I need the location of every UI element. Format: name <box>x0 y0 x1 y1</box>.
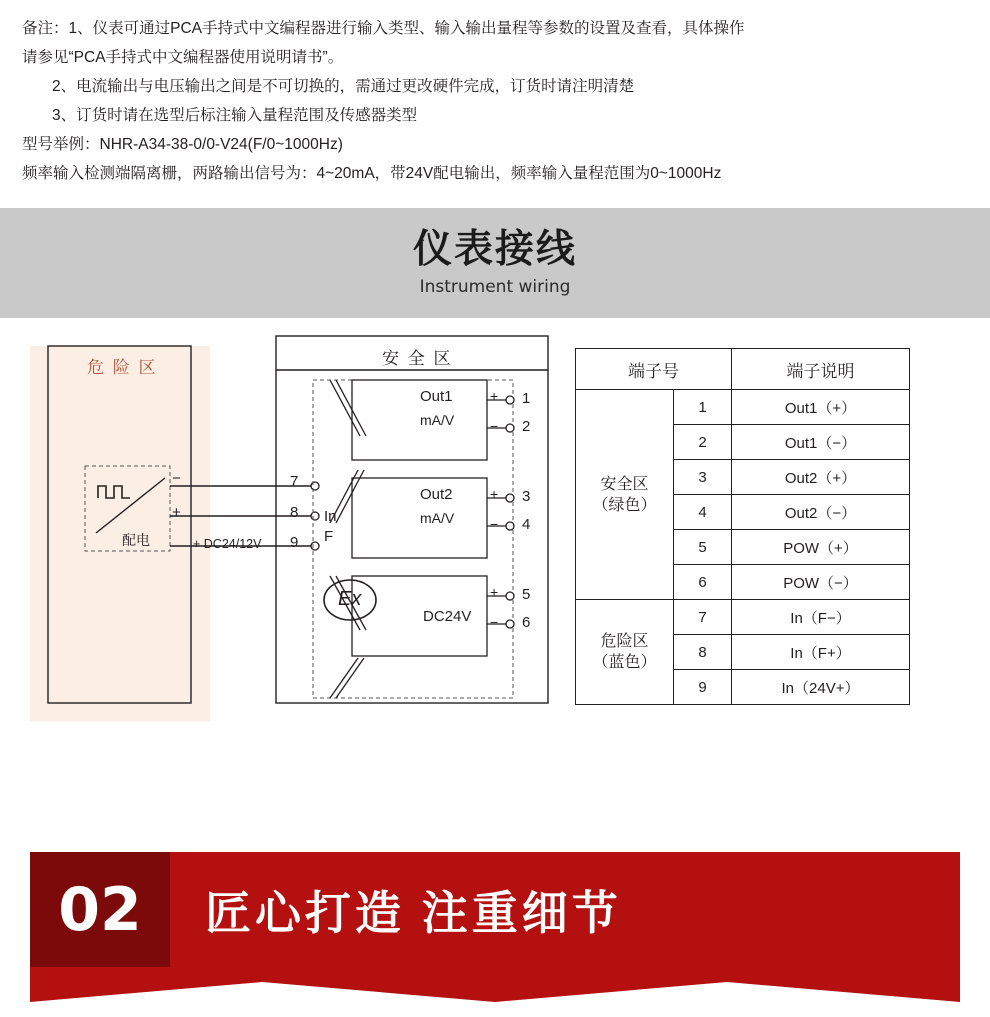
row-no: 6 <box>674 565 732 600</box>
note-line-1: 备注：1、仪表可通过PCA手持式中文编程器进行输入类型、输入输出量程等参数的设置及查看，具体操作 <box>22 20 745 37</box>
pin-dot-6 <box>506 620 514 628</box>
wiring-diagram <box>0 318 990 738</box>
table-header-desc: 端子说明 <box>732 349 910 390</box>
wire-minus-label: − <box>172 470 181 487</box>
pin4-sign: − <box>490 516 499 532</box>
banner-title: 匠心打造 注重细节 <box>205 886 622 939</box>
row-desc: Out2（+） <box>732 460 910 495</box>
pin-number-1: 1 <box>522 390 531 407</box>
zone-hazard-line2: （蓝色） <box>592 654 657 671</box>
isolation-line-4 <box>336 470 364 523</box>
pin-dot-4 <box>506 522 514 530</box>
terminal-dot-8 <box>311 512 319 520</box>
pin-dot-3 <box>506 494 514 502</box>
pin-number-6: 6 <box>522 614 531 631</box>
row-desc: Out2（−） <box>732 495 910 530</box>
note-line-5: 型号举例：NHR-A34-38-0/0-V24(F/0~1000Hz) <box>22 136 343 153</box>
note-line-2: 请参见“PCA手持式中文编程器使用说明请书”。 <box>22 49 344 66</box>
ex-symbol-text: Ex <box>338 588 362 610</box>
dc-supply-label: + DC24/12V <box>193 537 262 551</box>
zone-cell-hazard <box>576 600 674 705</box>
power-supply-label: 配电 <box>122 532 150 548</box>
row-no: 4 <box>674 495 732 530</box>
out1-label: Out1 <box>420 388 453 405</box>
pin5-sign: + <box>490 584 499 600</box>
table-row <box>576 390 910 425</box>
row-no: 7 <box>674 600 732 635</box>
table-row <box>576 600 910 635</box>
input-label-in: In <box>324 508 337 525</box>
row-no: 3 <box>674 460 732 495</box>
hazard-zone-label: 危 险 区 <box>87 358 158 377</box>
hazard-zone-fill <box>30 346 210 721</box>
row-desc: In（F+） <box>732 635 910 670</box>
table-header-no: 端子号 <box>576 349 732 390</box>
banner-tail-right <box>495 967 960 1002</box>
pin3-sign: + <box>490 486 499 502</box>
wire-plus-label: + <box>172 504 181 521</box>
terminal-dot-9 <box>311 542 319 550</box>
out1-unit-label: mA/V <box>420 412 455 428</box>
row-desc: In（24V+） <box>732 670 910 705</box>
row-no: 9 <box>674 670 732 705</box>
terminal-number-9: 9 <box>290 534 299 551</box>
row-no: 8 <box>674 635 732 670</box>
note-line-4: 3、订货时请在选型后标注输入量程范围及传感器类型 <box>52 107 418 124</box>
out2-unit-label: mA/V <box>420 510 455 526</box>
pin-dot-5 <box>506 592 514 600</box>
banner-number: 02 <box>58 874 142 945</box>
terminal-dot-7 <box>311 482 319 490</box>
section-band <box>0 208 990 318</box>
dc24v-label: DC24V <box>423 608 472 625</box>
pin1-sign: + <box>490 388 499 404</box>
out2-label: Out2 <box>420 486 453 503</box>
section-banner <box>0 842 990 1017</box>
device-dashed-box <box>313 380 513 698</box>
band-title-en: Instrument wiring <box>419 277 571 297</box>
row-no: 1 <box>674 390 732 425</box>
note-line-6: 频率输入检测端隔离栅，两路输出信号为：4~20mA，带24V配电输出，频率输入量程范围为0~1000Hz <box>22 165 722 182</box>
input-label-f: F <box>324 528 334 545</box>
pin2-sign: − <box>490 418 499 434</box>
pin-dot-2 <box>506 424 514 432</box>
table-header-row <box>576 349 910 390</box>
terminal-table <box>575 348 910 705</box>
pin-number-2: 2 <box>522 418 531 435</box>
row-desc: POW（+） <box>732 530 910 565</box>
terminal-number-7: 7 <box>290 473 299 490</box>
row-desc: In（F−） <box>732 600 910 635</box>
row-no: 2 <box>674 425 732 460</box>
zone-hazard-line1: 危险区 <box>600 633 649 650</box>
safe-zone-label: 安 全 区 <box>382 349 453 368</box>
pin6-sign: − <box>490 614 499 630</box>
pin-number-5: 5 <box>522 586 531 603</box>
isolation-line-1 <box>330 380 360 436</box>
terminal-number-8: 8 <box>290 504 299 521</box>
band-title-cn: 仪表接线 <box>412 228 577 271</box>
banner-tail-left <box>30 967 495 1002</box>
isolation-line-8 <box>336 658 364 698</box>
zone-cell-safe <box>576 390 674 600</box>
pin-dot-1 <box>506 396 514 404</box>
isolation-line-2 <box>336 380 366 436</box>
zone-safe-line1: 安全区 <box>600 475 649 493</box>
pin-number-3: 3 <box>522 488 531 505</box>
pin-number-4: 4 <box>522 516 531 533</box>
row-no: 5 <box>674 530 732 565</box>
note-line-3: 2、电流输出与电压输出之间是不可切换的，需通过更改硬件完成，订货时请注明清楚 <box>52 78 635 95</box>
row-desc: POW（−） <box>732 565 910 600</box>
zone-safe-line2: （绿色） <box>592 496 657 514</box>
row-desc: Out1（−） <box>732 425 910 460</box>
row-desc: Out1（+） <box>732 390 910 425</box>
isolation-line-7 <box>330 658 358 698</box>
notes-block <box>0 0 990 192</box>
